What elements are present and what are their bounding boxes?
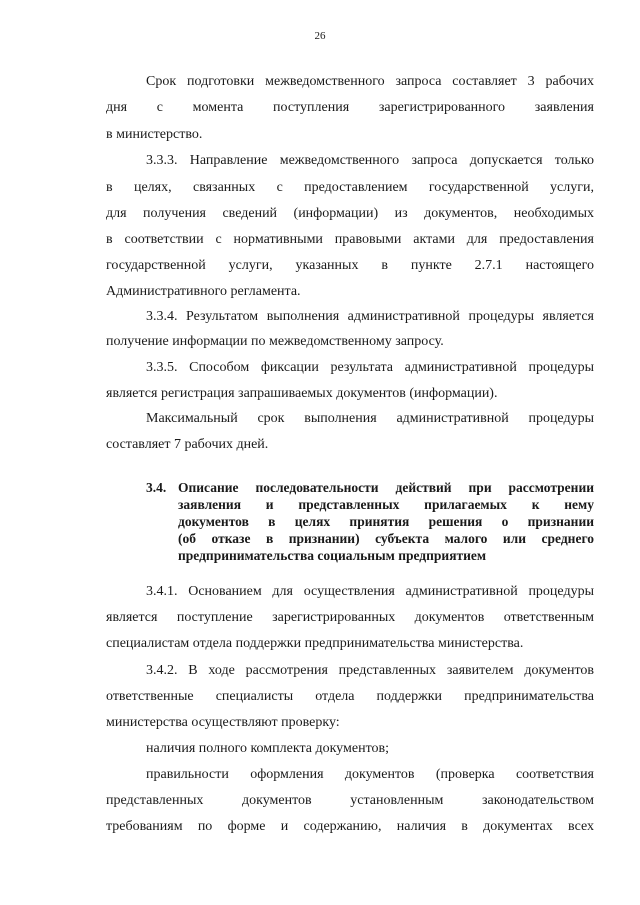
paragraph-line: получение информации по межведомственному запросу. <box>106 334 444 349</box>
section-heading-line: предпринимательства социальным предприятием <box>178 548 487 563</box>
section-heading-line: документов в целях принятия решения о признании <box>178 514 594 529</box>
section-heading-line: (об отказе в признании) субъекта малого или среднего <box>178 531 594 546</box>
paragraph-line: 3.3.3. Направление межведомственного запроса допускается только <box>146 153 594 168</box>
paragraph-line: ответственные специалисты отдела поддержки предпринимательства <box>106 689 594 704</box>
paragraph-line: является регистрация запрашиваемых документов (информации). <box>106 386 498 401</box>
paragraph-line: в министерство. <box>106 127 203 142</box>
paragraph-line: 3.3.4. Результатом выполнения административной процедуры является <box>146 309 594 324</box>
section-heading-line: Описание последовательности действий при рассмотрении <box>178 480 594 495</box>
paragraph-line: для получения сведений (информации) из документов, необходимых <box>106 206 594 221</box>
paragraph-line: 3.4.2. В ходе рассмотрения представленных заявителем документов <box>146 663 594 678</box>
section-heading-line: заявления и представленных прилагаемых к нему <box>178 497 594 512</box>
paragraph-line: Максимальный срок выполнения административной процедуры <box>146 411 594 426</box>
section-heading-number: 3.4. <box>146 480 167 495</box>
paragraph-line: является поступление зарегистрированных документов ответственным <box>106 610 594 625</box>
paragraph-line: министерства осуществляют проверку: <box>106 715 340 730</box>
paragraph-line: в целях, связанных с предоставлением государственной услуги, <box>106 180 594 195</box>
paragraph-line: представленных документов установленным законодательством <box>106 793 594 808</box>
paragraph-line: в соответствии с нормативными правовыми актами для предоставления <box>106 232 594 247</box>
paragraph-line: 3.4.1. Основанием для осуществления административной процедуры <box>146 584 594 599</box>
paragraph-line: составляет 7 рабочих дней. <box>106 437 269 452</box>
paragraph-line: Срок подготовки межведомственного запроса составляет 3 рабочих <box>146 74 594 89</box>
paragraph-line: Административного регламента. <box>106 284 301 299</box>
paragraph-line: 3.3.5. Способом фиксации результата административной процедуры <box>146 360 594 375</box>
paragraph-line: правильности оформления документов (проверка соответствия <box>146 767 594 782</box>
paragraph-line: дня с момента поступления зарегистрированного заявления <box>106 100 594 115</box>
paragraph-line: наличия полного комплекта документов; <box>146 741 389 756</box>
paragraph-line: специалистам отдела поддержки предпринимательства министерства. <box>106 636 524 651</box>
paragraph-line: требованиям по форме и содержанию, наличия в документах всех <box>106 819 594 834</box>
page-number: 26 <box>314 30 326 42</box>
paragraph-line: государственной услуги, указанных в пункте 2.7.1 настоящего <box>106 258 594 273</box>
